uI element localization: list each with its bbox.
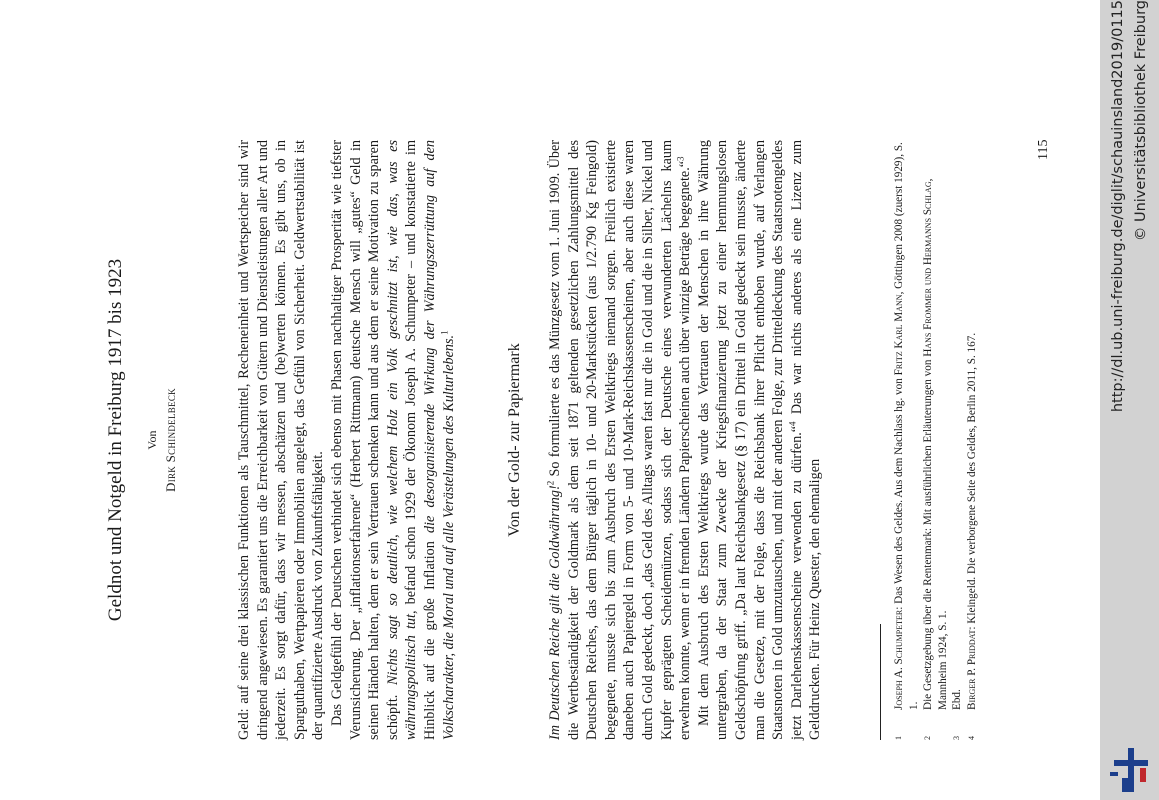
author-name: Dirk Schindelbeck bbox=[163, 388, 178, 492]
footnote-ref: 3 bbox=[675, 156, 686, 161]
paragraph: Das Geldgefühl der Deutschen verbindet sich ebenso mit Phasen nachhaltiger Prosperität wie tiefster Verunsicherung. Der „inflationserfahrene“ (Herbert Rittmann) deutsche Mensch will „gutes“ Geld in seinen Händen halten, dem er sein Vertrauen schenken kann und aus dem er seine Motivation zu sparen schöpft. Nichts sagt so deutlich, wie welchem Holz ein Volk geschnitzt ist, wie das, was es währungspolitisch tut, befand schon 1929 der Ökonom Joseph A. Schumpeter – und konstatierte im Hinblick auf die große Inflation die desorganisierende Wirkung der Währungszerrüttung auf den Volkscharakter, die Moral und auf alle Verästelungen des Kulturlebens.$^1$ bbox=[328, 139, 457, 740]
footnote: 2 Die Gesetzgebung über die Rentenmark: Mit ausführlichen Erläuterungen von Hans Frommer und Hermanns Schlag, Mannheim 1924, S. 1. bbox=[922, 178, 949, 740]
footnote: 3 Ebd. bbox=[951, 689, 963, 740]
footnotes bbox=[892, 140, 979, 740]
footnote-ref: 1 bbox=[438, 330, 449, 335]
copyright-notice: © Universitätsbibliothek Freiburg bbox=[1133, 0, 1149, 242]
footnote-ref: 2 bbox=[545, 480, 556, 486]
section-heading: Von der Gold- zur Papiermark bbox=[506, 343, 523, 537]
quote: Im Deutschen Reiche gilt die Goldwährung! bbox=[547, 485, 563, 740]
section-text bbox=[546, 140, 825, 740]
intro-text bbox=[235, 140, 458, 740]
paragraph: Mit dem Ausbruch des Ersten Weltkriegs wurde das Vertrauen der Menschen in ihre Währung untergraben, da der Staat zum Zwecke der Kriegsfinanzierung jetzt zu einer hemmungslosen Geldschöpfung griff. „Da laut Reichsbankgesetz (§ 17) ein Drittel in Gold gedeckt sein musste, änderte man die Gesetze, mit der Folge, dass die Reichsbank ihrer Pflicht enthoben wurde, auf Verlangen Staatsnoten in Gold umzutauschen, und mit der anderen Folge, zur Dritteldeckung des Staatsnotengeldes jetzt Darlehenskassenscheine verwenden zu dürfen.“$^4$ Das war nichts anderes als eine Lizenz zum Gelddrucken. Für Heinz Quester, den ehemaligen bbox=[695, 140, 824, 740]
paragraph: Geld: auf seine drei klassischen Funktionen als Tauschmittel, Recheneinheit und Wertspeicher sind wir dringend angewiesen. Es garantiert uns die Erreichbarkeit von Gütern und Dienstleistungen aller Art und jederzeit. Es sorgt dafür, dass wir messen, abschätzen und (be)werten können. Es gibt uns, ob in Sparguthaben, Wertpapieren oder Immobilien angelegt, das Gefühl von Sicherheit. Geldwertstabilität ist der quantifizierte Ausdruck von Zukunftsfähigkeit. bbox=[236, 140, 327, 740]
byline-von: Von bbox=[145, 430, 159, 450]
footnote: 1 Joseph A. Schumpeter: Das Wesen des Geldes. Aus dem Nachlass hg. von Fritz Karl Mann, Göttingen 2008 (zuerst 1929), S. 1. bbox=[893, 142, 920, 740]
footnote-ref: 4 bbox=[786, 421, 797, 426]
article-title: Geldnot und Notgeld in Freiburg 1917 bis 1923 bbox=[105, 258, 126, 622]
viewer-sidebar bbox=[1100, 0, 1159, 800]
ub-freiburg-logo-icon bbox=[1104, 738, 1158, 798]
quote: Nichts sagt so deutlich, wie welchem Holz ein Volk geschnitzt ist, wie das, was es währungspolitisch tut, bbox=[384, 139, 420, 740]
permalink-url[interactable]: http://dl.ub.uni-freiburg.de/diglit/schauinsland2019/0115 bbox=[1110, 0, 1126, 413]
paragraph: Im Deutschen Reiche gilt die Goldwährung!$^2$ So formulierte es das Münzgesetz vom 1. Juni 1909. Über die Wertbeständigkeit der Goldmark als dem seit 1871 geltenden gesetzlichen Zahlungsmittel des Deutschen Reiches, das dem Bürger täglich in 10- und 20-Markstücken (aus 1/2.790 Kg Feingold) begegnete, musste sich bis zum Ausbruch des Ersten Weltkriegs niemand sorgen. Freilich existierte daneben auch Papiergeld in Form von 5- und 10-Mark-Reichskassenscheinen, aber auch diese waren durch Gold gedeckt, doch „das Geld des Alltags waren fast nur die in Gold und die in Silber, Nickel und Kupfer geprägten Scheidemünzen, sodass sich der Deutsche eines verwunderten Lächelns kaum erwehren konnte, wenn er in fremden Ländern Papierscheinen auch über winzige Beträge begegnete.“$^3$ bbox=[545, 140, 694, 740]
quote: die desorganisierende Wirkung der Währungszerrüttung auf den Volkscharakter, die Moral und auf alle Verästelungen des Kulturlebens. bbox=[421, 140, 457, 740]
footnote: 4 Birger P. Priddat: Kleingeld. Die verborgene Seite des Geldes, Berlin 2011, S. 167. bbox=[965, 332, 978, 740]
footnote-rule bbox=[880, 624, 881, 740]
page-number: 115 bbox=[1036, 139, 1051, 160]
